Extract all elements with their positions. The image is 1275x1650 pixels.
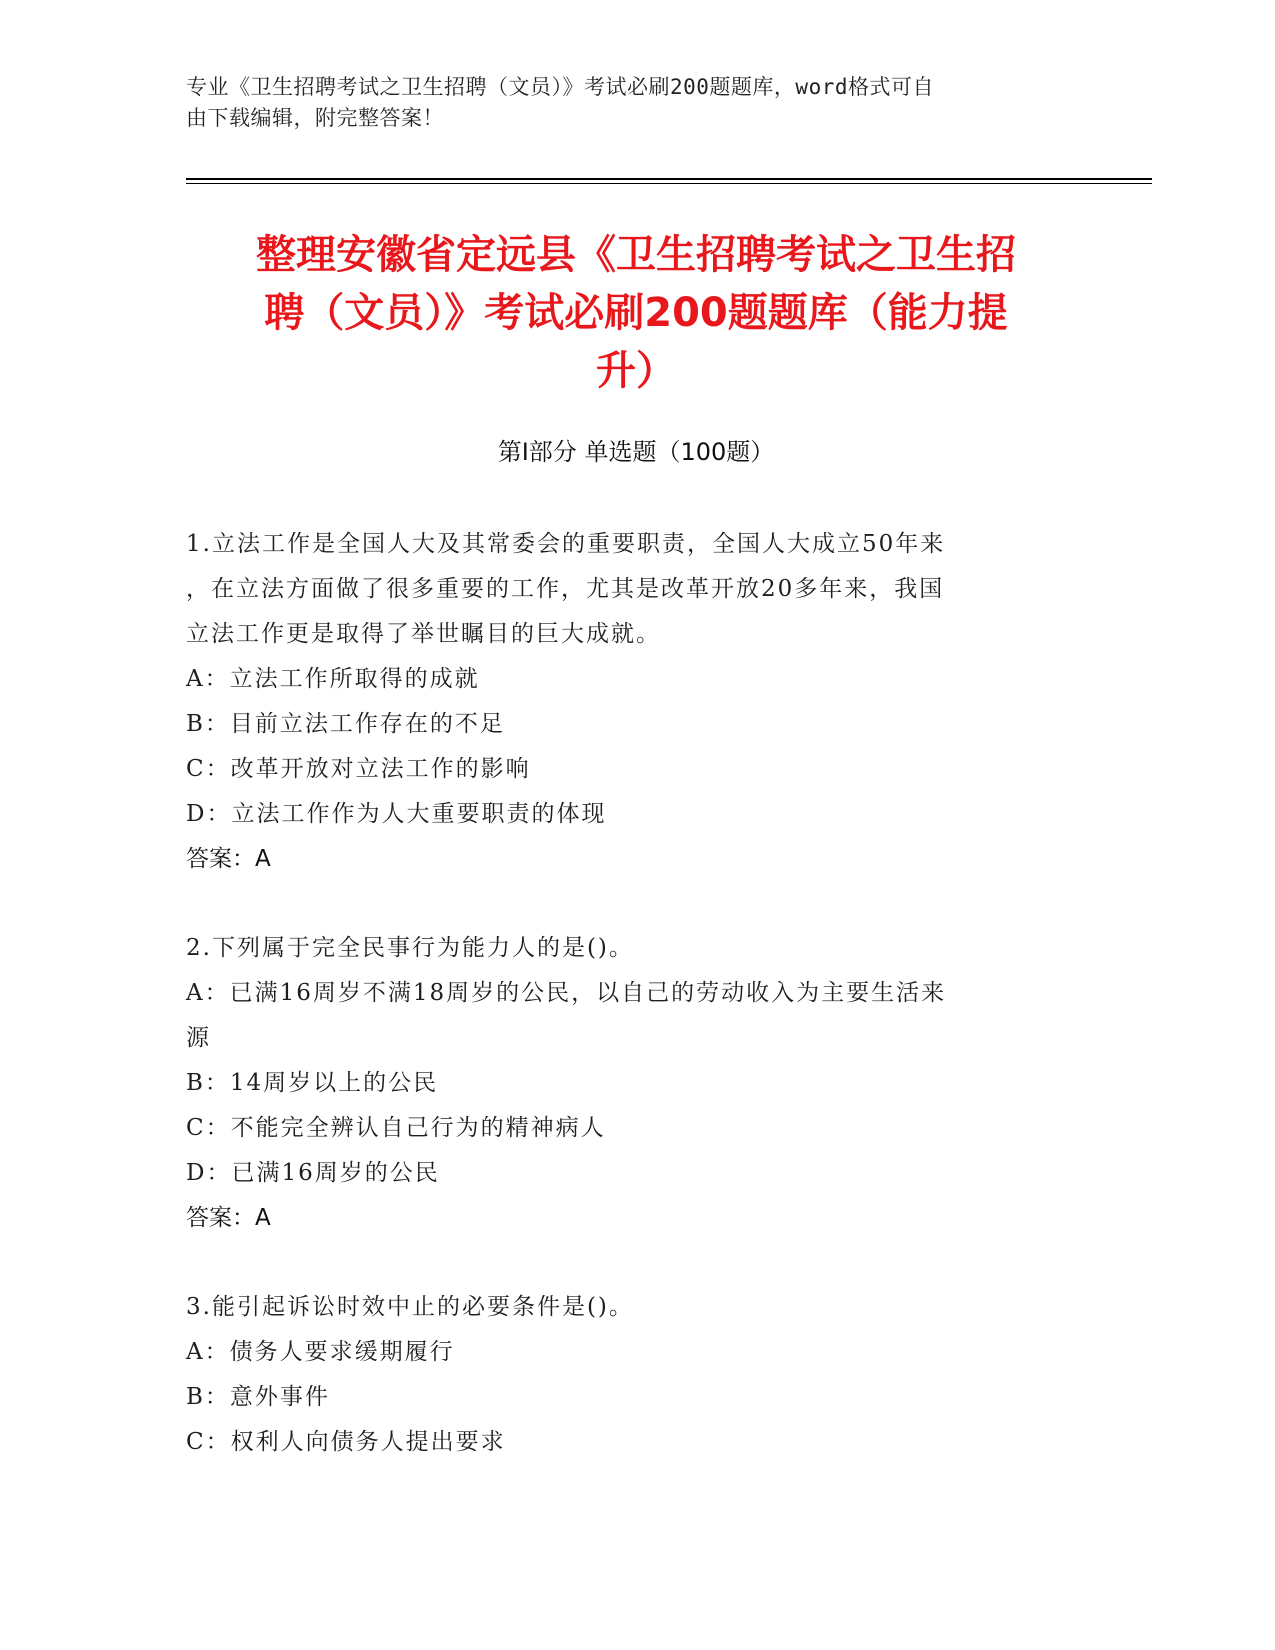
option-d: D：立法工作作为人大重要职责的体现	[186, 801, 607, 827]
header-rule-thin	[186, 183, 1152, 184]
option-b: B：14周岁以上的公民	[186, 1070, 439, 1096]
option-a-continued: 源	[186, 1025, 211, 1051]
answer-value: A	[255, 1205, 271, 1231]
answer-value: A	[255, 846, 271, 872]
header-note-line-1: 专业《卫生招聘考试之卫生招聘（文员）》考试必刷200题题库，word格式可自	[186, 75, 934, 99]
question-stem-line: 立法工作更是取得了举世瞩目的巨大成就。	[186, 621, 661, 647]
option-c: C：改革开放对立法工作的影响	[186, 756, 531, 782]
title-line-1: 整理安徽省定远县《卫生招聘考试之卫生招	[256, 232, 1016, 278]
question-stem-line: 1.立法工作是全国人大及其常委会的重要职责，全国人大成立50年来	[186, 531, 946, 557]
option-c: C：权利人向债务人提出要求	[186, 1429, 506, 1455]
header-note	[186, 72, 1086, 134]
option-c: C：不能完全辨认自己行为的精神病人	[186, 1115, 606, 1141]
document-title	[186, 226, 1086, 400]
title-line-3: 升）	[596, 348, 676, 394]
answer-line	[186, 1196, 1086, 1241]
option-d: D：已满16周岁的公民	[186, 1160, 440, 1186]
question-3	[186, 1285, 1086, 1465]
question-stem-line: ，在立法方面做了很多重要的工作，尤其是改革开放20多年来，我国	[186, 576, 945, 602]
option-a: A：立法工作所取得的成就	[186, 666, 480, 692]
question-list	[186, 522, 1086, 1509]
answer-label: 答案：	[186, 1205, 255, 1231]
answer-line	[186, 837, 1086, 882]
answer-label: 答案：	[186, 846, 255, 872]
title-line-2: 聘（文员）》考试必刷200题题库（能力提	[264, 290, 1008, 336]
option-b: B：目前立法工作存在的不足	[186, 711, 505, 737]
header-rule-thick	[186, 178, 1152, 180]
question-stem-line: 2.下列属于完全民事行为能力人的是()。	[186, 935, 634, 961]
header-note-line-2: 由下载编辑，附完整答案！	[186, 106, 444, 130]
option-a: A：已满16周岁不满18周岁的公民，以自己的劳动收入为主要生活来	[186, 980, 947, 1006]
question-2	[186, 926, 1086, 1241]
option-a: A：债务人要求缓期履行	[186, 1339, 455, 1365]
section-title: 第Ⅰ部分 单选题（100题）	[497, 438, 775, 466]
question-1	[186, 522, 1086, 882]
question-stem-line: 3.能引起诉讼时效中止的必要条件是()。	[186, 1294, 634, 1320]
option-b: B：意外事件	[186, 1384, 330, 1410]
